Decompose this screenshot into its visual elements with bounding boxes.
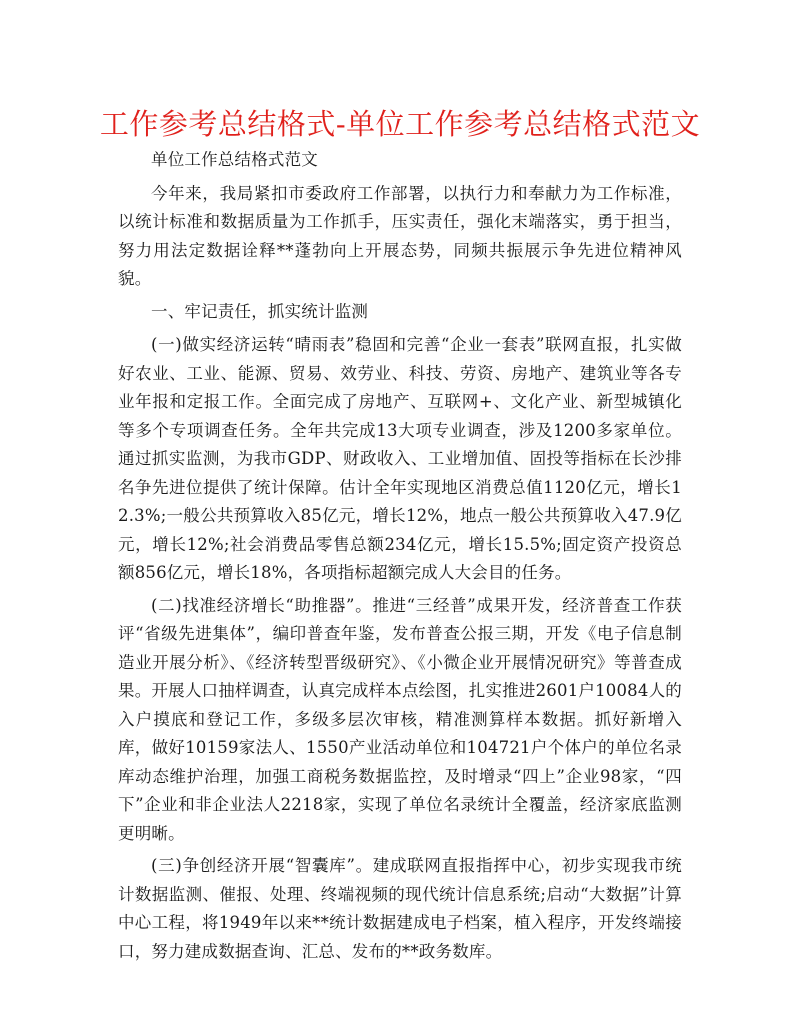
- section-heading: 一、牢记责任，抓实统计监测: [151, 301, 369, 321]
- intro-paragraph: 今年来，我局紧扣市委政府工作部署，以执行力和奉献力为工作标准，以统计标准和数据质量为工作抓手，压实责任，强化末端落实，勇于担当，努力用法定数据诠释**蓬勃向上开展态势，同频共振展示争先进位精神风貌。: [118, 183, 682, 288]
- paragraph-3: (三)争创经济开展“智囊库”。建成联网直报指挥中心，初步实现我市统计数据监测、催报、处理、终端视频的现代统计信息系统;启动“大数据”计算中心工程，将1949年以来**统计数据建成电子档案，植入程序，开发终端接口，努力建成数据查询、汇总、发布的**政务数库。: [118, 856, 682, 961]
- document-title: 工作参考总结格式-单位工作参考总结格式范文: [99, 107, 701, 141]
- document-body: [118, 146, 682, 970]
- paragraph-1: (一)做实经济运转“晴雨表”稳固和完善“企业一套表”联网直报，扎实做好农业、工业、能源、贸易、效劳业、科技、劳资、房地产、建筑业等各专业年报和定报工作。全面完成了房地产、互联网+、文化产业、新型城镇化等多个专项调查任务。全年共完成13大项专业调查，涉及1200多家单位。通过抓实监测，为我市GDP、财政收入、工业增加值、固投等指标在长沙排名争先进位提供了统计保障。估计全年实现地区消费总值1120亿元，增长12.3%;一般公共预算收入85亿元，增长12%，地点一般公共预算收入47.9亿元，增长12%;社会消费品零售总额234亿元，增长15.5%;固定资产投资总额856亿元，增长18%，各项指标超额完成人大会目的任务。: [118, 335, 682, 582]
- paragraph-2: (二)找准经济增长“助推器”。推进“三经普”成果开发，经济普查工作获评“省级先进集体”，编印普查年鉴，发布普查公报三期，开发《电子信息制造业开展分析》、《经济转型晋级研究》、《小微企业开展情况研究》等普查成果。开展人口抽样调查，认真完成样本点绘图，扎实推进2601户10084人的入户摸底和登记工作，多级多层次审核，精准测算样本数据。抓好新增入库，做好10159家法人、1550产业活动单位和104721户个体户的单位名录库动态维护治理，加强工商税务数据监控，及时增录“四上”企业98家，“四下”企业和非企业法人2218家，实现了单位名录统计全覆盖，经济家底监测更明晰。: [118, 595, 682, 843]
- document-subtitle: 单位工作总结格式范文: [151, 150, 318, 169]
